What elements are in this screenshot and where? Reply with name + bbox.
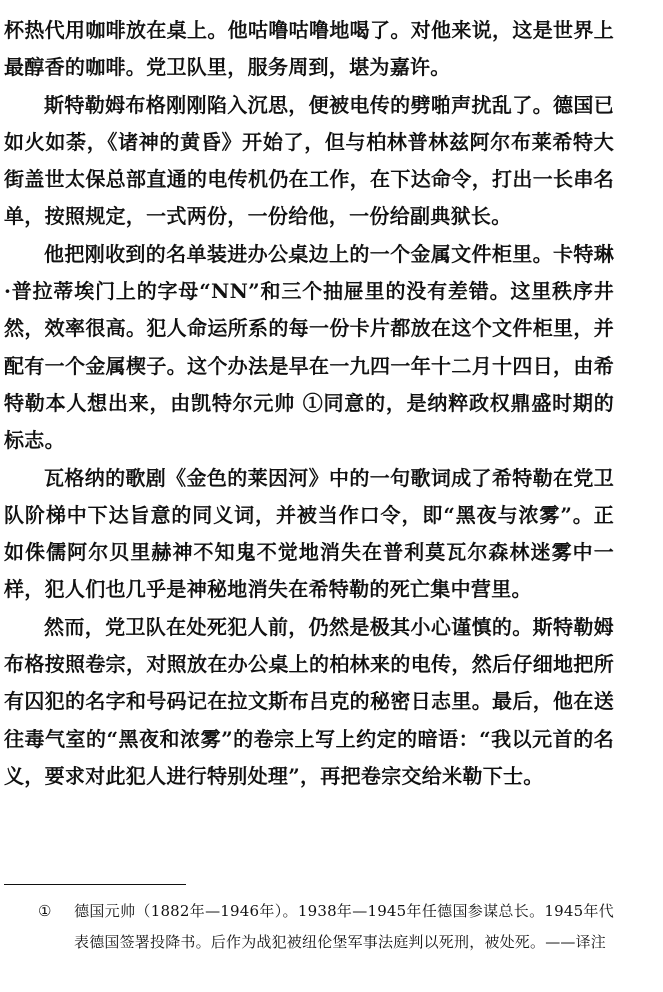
paragraph-1: 杯热代用咖啡放在桌上。他咕噜咕噜地喝了。对他来说，这是世界上最醇香的咖啡。党卫队里，服务周到，堪为嘉许。 bbox=[4, 18, 614, 80]
footnote-text: 德国元帅（1882年—1946年）。1938年—1945年任德国参谋总长。1945年代表德国签署投降书。后作为战犯被纽伦堡军事法庭判以死刑，被处死。——译注 bbox=[74, 902, 614, 951]
paragraph-2: 斯特勒姆布格刚刚陷入沉思，便被电传的劈啪声扰乱了。德国已如火如荼，《诸神的黄昏》开始了，但与柏林普林兹阿尔布莱希特大街盖世太保总部直通的电传机仍在工作，在下达命令，打出一长串名单，按照规定，一式两份，一份给他，一份给副典狱长。 bbox=[4, 92, 614, 229]
footnote-divider bbox=[4, 884, 186, 885]
paragraph-3: 他把刚收到的名单装进办公桌边上的一个金属文件柜里。卡特琳·普拉蒂埃门上的字母“NN”和三个抽屉里的没有差错。这里秩序井然，效率很高。犯人命运所系的每一份卡片都放在这个文件柜里，并配有一个金属楔子。这个办法是早在一九四一年十二月十四日，由希特勒本人想出来，由凯特尔元帅 ①同意的，是纳粹政权鼎盛时期的标志。 bbox=[4, 241, 614, 453]
footnote bbox=[38, 896, 614, 958]
footnote-marker: ① bbox=[38, 902, 52, 920]
paragraph-4: 瓦格纳的歌剧《金色的莱因河》中的一句歌词成了希特勒在党卫队阶梯中下达旨意的同义词，并被当作口令，即“黑夜与浓雾”。正如侏儒阿尔贝里赫神不知鬼不觉地消失在普利莫瓦尔森林迷雾中一样，犯人们也几乎是神秘地消失在希特勒的死亡集中营里。 bbox=[4, 465, 614, 602]
body-text bbox=[4, 12, 614, 795]
paragraph-5: 然而，党卫队在处死犯人前，仍然是极其小心谨慎的。斯特勒姆布格按照卷宗，对照放在办公桌上的柏林来的电传，然后仔细地把所有囚犯的名字和号码记在拉文斯布吕克的秘密日志里。最后，他在送往毒气室的“黑夜和浓雾”的卷宗上写上约定的暗语：“我以元首的名义，要求对此犯人进行特别处理”，再把卷宗交给米勒下士。 bbox=[4, 614, 614, 788]
